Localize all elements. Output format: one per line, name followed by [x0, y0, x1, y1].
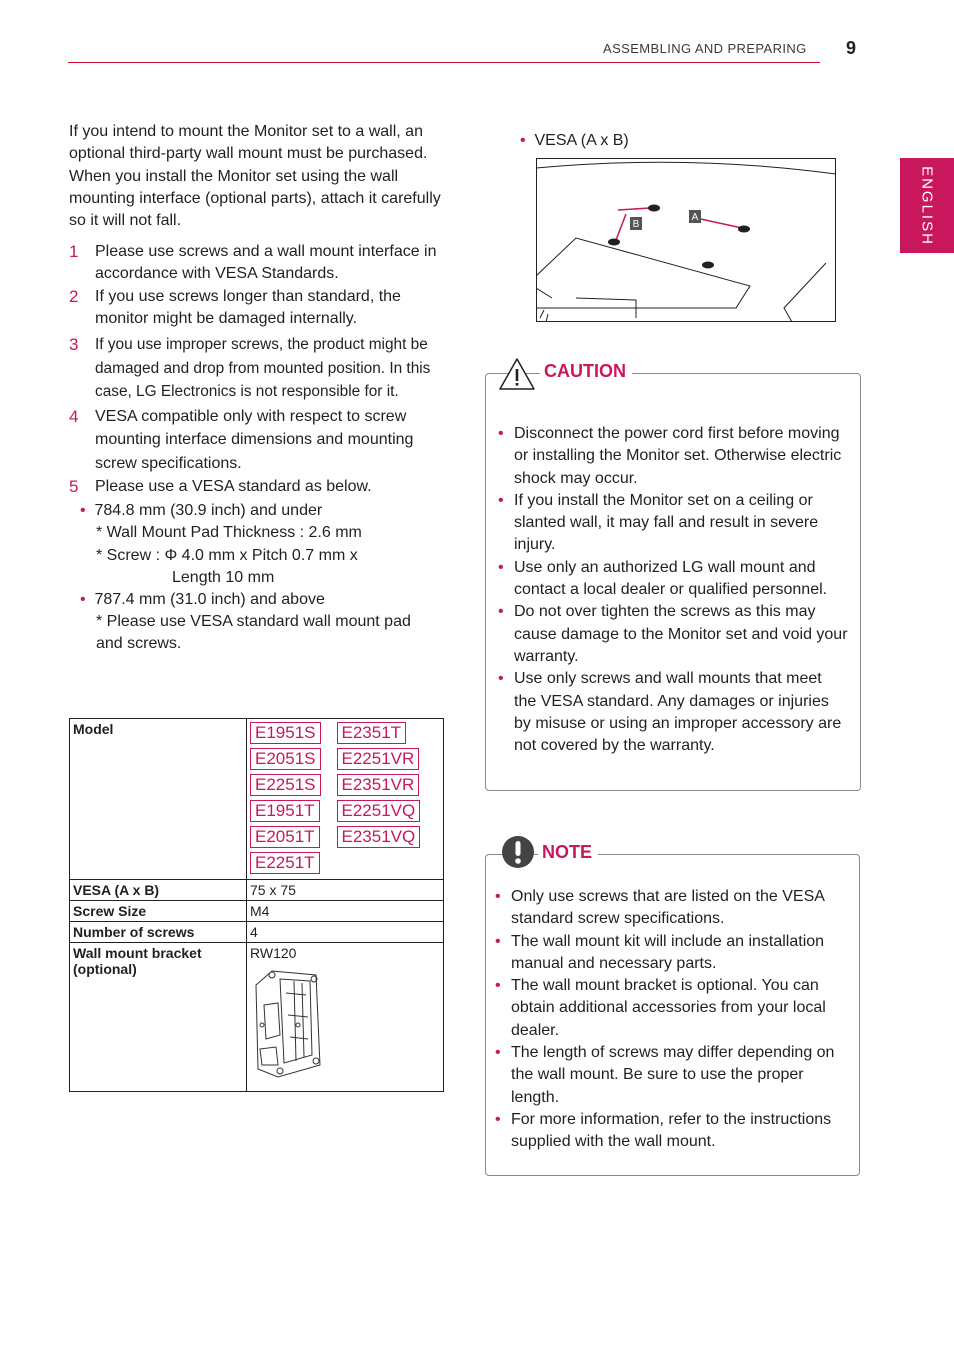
vesa-figure-label: [520, 132, 629, 150]
model-badge: E2251VR: [337, 748, 420, 770]
screw-size-value: M4: [247, 901, 444, 922]
item-number: 3: [69, 335, 79, 355]
list-item: • The wall mount kit will include an installation manual and necessary parts.: [495, 931, 845, 976]
list-item: [69, 286, 449, 331]
bracket-value: RW120: [250, 945, 297, 961]
list-item: [69, 405, 449, 476]
vesa-figure-label-text: VESA (A x B): [534, 132, 629, 149]
note-title: NOTE: [538, 842, 598, 863]
item-text: Please use a VESA standard as below.: [95, 478, 372, 496]
vesa-value: 75 x 75: [247, 880, 444, 901]
language-tab: [900, 158, 954, 253]
table-row: [70, 943, 444, 1092]
model-cell: [247, 719, 444, 880]
caution-title-gap: [632, 374, 636, 375]
table-row: [70, 901, 444, 922]
list-item: • Use only screws and wall mounts that meet the VESA standard. Any damages or injuries by misuse or using an improper accessory are not covered by the warranty.: [498, 668, 848, 757]
list-item: [69, 241, 449, 286]
model-badge: E2051T: [250, 826, 320, 848]
list-item: • If you install the Monitor set on a ceiling or slanted wall, it may fall and result in severe injury.: [498, 490, 848, 557]
vesa-label: VESA (A x B): [70, 880, 247, 901]
wall-bracket-illustration: [250, 965, 340, 1083]
list-item: [69, 476, 449, 498]
screw-size-label: Screw Size: [70, 901, 247, 922]
model-badge: E2251T: [250, 852, 320, 874]
item-number: 5: [69, 477, 79, 497]
caution-title: CAUTION: [540, 361, 632, 382]
above-text: 787.4 mm (31.0 inch) and above: [94, 591, 325, 608]
warning-triangle-icon: [497, 356, 537, 392]
bullet-dot: •: [80, 502, 86, 519]
item-number: 4: [69, 406, 79, 426]
model-badge: E2251S: [250, 774, 321, 796]
spec-table: [69, 718, 444, 1092]
section-title: ASSEMBLING AND PREPARING: [603, 41, 807, 56]
item-text: If you use screws longer than standard, the monitor might be damaged internally.: [95, 287, 401, 327]
vesa-back-illustration: [536, 158, 836, 322]
screw-count-value: 4: [247, 922, 444, 943]
exclamation-icon: [500, 834, 536, 870]
marker-a: A: [691, 212, 699, 223]
model-label: Model: [70, 719, 247, 880]
pad-thickness-note: * Wall Mount Pad Thickness : 2.6 mm: [96, 524, 362, 541]
note-list: [495, 886, 845, 1154]
bullet-above: [80, 589, 325, 611]
model-column-1: [250, 721, 321, 877]
list-item: • Only use screws that are listed on the VESA standard screw specifications.: [495, 886, 845, 931]
list-item: • Disconnect the power cord first before moving or installing the Monitor set. Otherwise electric shock may occur.: [498, 423, 848, 490]
table-row: [70, 922, 444, 943]
item-text: Please use screws and a wall mount interface in accordance with VESA Standards.: [95, 243, 437, 283]
bracket-cell: [247, 943, 444, 1092]
language-tab-label: ENGLISH: [918, 166, 936, 246]
screw-length-note: Length 10 mm: [172, 569, 275, 586]
bullet-under: [80, 500, 322, 522]
bullet-dot: •: [80, 591, 86, 608]
header-rule: [68, 62, 820, 63]
above-note-text: * Please use VESA standard wall mount pad and screws.: [96, 613, 411, 653]
page-number: 9: [846, 38, 857, 58]
list-item: • The length of screws may differ depending on the wall mount. Be sure to use the proper length.: [495, 1042, 845, 1109]
marker-b: B: [632, 219, 640, 230]
item-number: 1: [69, 242, 79, 261]
screw-spec-note: * Screw : Φ 4.0 mm x Pitch 0.7 mm x: [96, 547, 358, 564]
item-text: VESA compatible only with respect to screw mounting interface dimensions and mounting screw specifications.: [95, 407, 414, 472]
model-badge: E2351T: [337, 722, 407, 744]
model-column-2: [337, 721, 421, 877]
model-badge: E2051S: [250, 748, 321, 770]
model-badge: E2351VQ: [337, 826, 421, 848]
item-number: 2: [69, 286, 79, 306]
list-item: • Do not over tighten the screws as this may cause damage to the Monitor set and void your warranty.: [498, 601, 848, 668]
model-badge: E1951T: [250, 800, 320, 822]
caution-list: [498, 423, 848, 757]
item-text: If you use improper screws, the product might be damaged and drop from mounted position. In this case, LG Electronics is not responsible for it.: [95, 336, 431, 401]
table-row: [70, 880, 444, 901]
model-badge: E2351VR: [337, 774, 420, 796]
numbered-list: [69, 241, 449, 498]
model-badge: E1951S: [250, 722, 321, 744]
list-item: • For more information, refer to the instructions supplied with the wall mount.: [495, 1109, 845, 1154]
model-badge: E2251VQ: [337, 800, 421, 822]
list-item: • The wall mount bracket is optional. You can obtain additional accessories from your local dealer.: [495, 975, 845, 1042]
table-row: [70, 719, 444, 880]
list-item: [69, 333, 449, 404]
under-text: 784.8 mm (30.9 inch) and under: [94, 502, 323, 519]
bracket-label: Wall mount bracket (optional): [70, 943, 247, 1092]
bullet-dot: •: [520, 132, 526, 149]
above-note: [96, 611, 436, 656]
screw-count-label: Number of screws: [70, 922, 247, 943]
list-item: • Use only an authorized LG wall mount and contact a local dealer or qualified personnel.: [498, 557, 848, 602]
intro-paragraph: If you intend to mount the Monitor set to a wall, an optional third-party wall mount must be purchased. When you install the Monitor set using the wall mounting interface (optional parts), attach it carefully so it will not fall.: [69, 123, 441, 230]
